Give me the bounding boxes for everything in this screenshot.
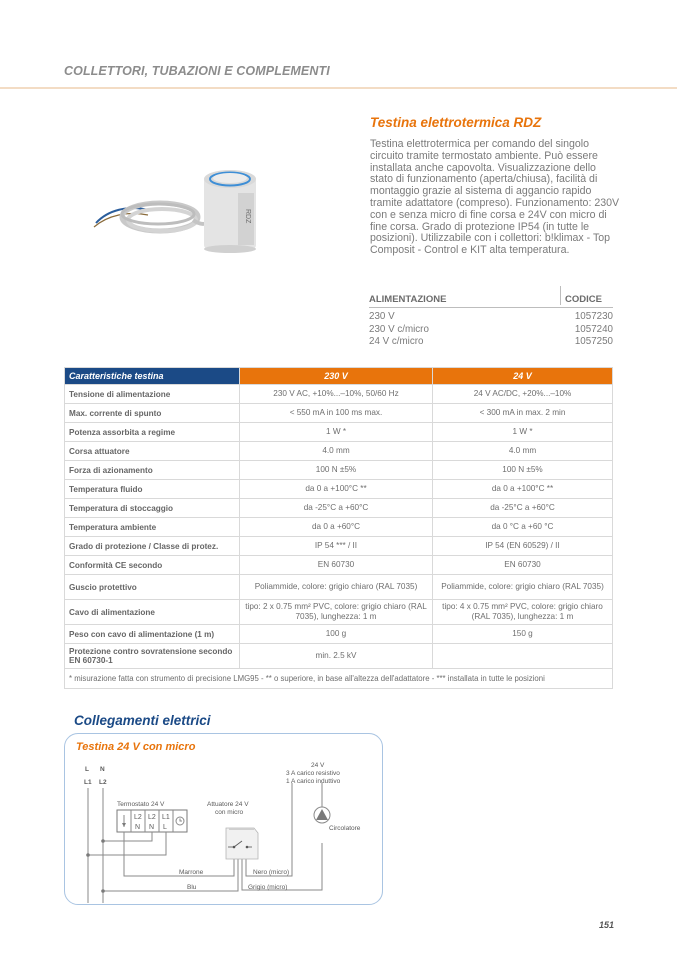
svg-text:Nero (micro): Nero (micro) [253,869,290,876]
spec-header-230v: 230 V [240,368,433,385]
spec-value-230v: 1 W * [240,423,433,442]
svg-text:L2: L2 [99,779,107,786]
svg-text:Circolatore: Circolatore [329,825,361,832]
svg-text:3 A carico resistivo: 3 A carico resistivo [286,770,340,777]
table-row [65,480,613,499]
codes-power: 24 V c/micro [369,336,424,347]
table-row [65,518,613,537]
svg-text:24 V: 24 V [311,762,325,769]
spec-label: Guscio protettivo [65,575,240,600]
header-divider [0,87,677,89]
spec-value-230v: 100 N ±5% [240,461,433,480]
svg-text:1 A carico induttivo: 1 A carico induttivo [286,778,341,785]
spec-value-24v: tipo: 4 x 0.75 mm² PVC, colore: grigio chiaro (RAL 7035), lunghezza: 1 m [433,600,613,625]
spec-value-24v: Poliammide, colore: grigio chiaro (RAL 7035) [433,575,613,600]
spec-label: Cavo di alimentazione [65,600,240,625]
svg-text:L2: L2 [148,814,156,821]
actuator-icon [226,828,258,859]
table-row [65,385,613,404]
junction-dots [86,839,105,893]
section-header: COLLETTORI, TUBAZIONI E COMPLEMENTI [64,64,330,78]
product-description: Testina elettrotermica per comando del singolo circuito tramite termostato ambiente. Può essere installata anche capovolta. Visualizzazione dello stato di funzionamento (aperta/chiusa), facilità di montaggio grazie al sistema di aggancio rapido tramite adattatore (compreso). Funzionamento: 230V con e senza micro di fine corsa e 24V con micro di fine corsa. Grado di protezione IP54 (in tutte le posizioni). Utilizzabile con i collettori: b!klimax - Top Composit - Control e KIT alta temperatura. [370,138,620,257]
table-row [65,404,613,423]
product-image [88,165,288,260]
wiring-section-title: Collegamenti elettrici [74,713,211,728]
product-codes-table [369,288,613,349]
spec-value-24v: da 0 a +100°C ** [433,480,613,499]
codes-row [369,311,613,324]
spec-value-230v: IP 54 *** / II [240,537,433,556]
svg-text:N: N [149,824,155,831]
spec-value-230v: da 0 a +60°C [240,518,433,537]
spec-value-230v: EN 60730 [240,556,433,575]
spec-label: Grado di protezione / Classe di protez. [65,537,240,556]
spec-table [64,367,613,689]
codes-code: 1057240 [574,323,613,335]
spec-value-24v: 150 g [433,625,613,644]
svg-text:L: L [85,766,89,773]
pump-icon [316,809,328,820]
spec-label: Temperatura di stoccaggio [65,499,240,518]
svg-text:N: N [135,824,141,831]
svg-text:Grigio (micro): Grigio (micro) [248,884,288,891]
svg-text:con micro: con micro [215,809,244,816]
spec-value-24v: IP 54 (EN 60529) / II [433,537,613,556]
actuator-photo-icon [88,165,288,260]
spec-value-230v: Poliammide, colore: grigio chiaro (RAL 7035) [240,575,433,600]
wiring-diagram-title: Testina 24 V con micro [76,741,196,753]
spec-value-24v: 100 N ±5% [433,461,613,480]
spec-value-230v: da 0 a +100°C ** [240,480,433,499]
spec-value-24v: < 300 mA in max. 2 min [433,404,613,423]
table-row [65,442,613,461]
spec-label: Corsa attuatore [65,442,240,461]
svg-text:L: L [163,824,167,831]
spec-label: Tensione di alimentazione [65,385,240,404]
codes-header-power: ALIMENTAZIONE [369,294,447,305]
codes-code: 1057250 [574,336,613,347]
table-row [65,600,613,625]
spec-label: Max. corrente di spunto [65,404,240,423]
spec-value-230v: da -25°C a +60°C [240,499,433,518]
spec-value-230v: 230 V AC, +10%...–10%, 50/60 Hz [240,385,433,404]
table-row [65,423,613,442]
spec-label: Forza di azionamento [65,461,240,480]
svg-text:L2: L2 [134,814,142,821]
codes-row [369,324,613,337]
svg-text:Blu: Blu [187,884,197,891]
codes-row [369,336,613,349]
svg-text:N: N [100,766,105,773]
spec-value-24v [433,644,613,669]
table-row [65,575,613,600]
page-number: 151 [599,920,615,930]
spec-value-24v: da 0 °C a +60 °C [433,518,613,537]
spec-label: Protezione contro sovratensione secondo EN 60730-1 [65,644,240,669]
spec-value-230v: tipo: 2 x 0.75 mm² PVC, colore: grigio chiaro (RAL 7035), lunghezza: 1 m [240,600,433,625]
spec-label: Temperatura ambiente [65,518,240,537]
spec-value-230v: min. 2.5 kV [240,644,433,669]
codes-power: 230 V [369,311,395,322]
svg-text:Termostato 24 V: Termostato 24 V [117,801,165,808]
svg-text:L1: L1 [84,779,92,786]
spec-value-24v: 24 V AC/DC, +20%...–10% [433,385,613,404]
spec-label: Potenza assorbita a regime [65,423,240,442]
svg-text:Marrone: Marrone [179,869,204,876]
table-footnote-row [65,669,613,689]
codes-code: 1057230 [574,311,613,322]
spec-table-header [65,368,613,385]
spec-value-24v: da -25°C a +60°C [433,499,613,518]
spec-label: Peso con cavo di alimentazione (1 m) [65,625,240,644]
svg-text:RDZ: RDZ [244,209,251,224]
spec-value-230v: 100 g [240,625,433,644]
spec-value-24v: EN 60730 [433,556,613,575]
table-row [65,644,613,669]
svg-text:L1: L1 [162,814,170,821]
codes-header-code: CODICE [560,286,613,305]
spec-label: Temperatura fluido [65,480,240,499]
spec-header-feature: Caratteristiche testina [65,368,240,385]
table-row [65,461,613,480]
table-row [65,625,613,644]
table-row [65,537,613,556]
table-row [65,556,613,575]
arrow-down-icon [122,823,126,827]
svg-text:Attuatore 24 V: Attuatore 24 V [207,801,249,808]
spec-value-230v: 4.0 mm [240,442,433,461]
codes-header [369,288,613,308]
spec-value-230v: < 550 mA in 100 ms max. [240,404,433,423]
table-row [65,499,613,518]
spec-value-24v: 1 W * [433,423,613,442]
codes-power: 230 V c/micro [369,323,429,335]
wiring-diagram [64,733,382,905]
spec-footnote: * misurazione fatta con strumento di precisione LMG95 - ** o superiore, in base all'altezza dell'adattatore - *** installata in tutte le posizioni [65,669,613,689]
spec-header-24v: 24 V [433,368,613,385]
spec-value-24v: 4.0 mm [433,442,613,461]
spec-label: Conformità CE secondo [65,556,240,575]
product-title: Testina elettrotermica RDZ [370,115,542,130]
